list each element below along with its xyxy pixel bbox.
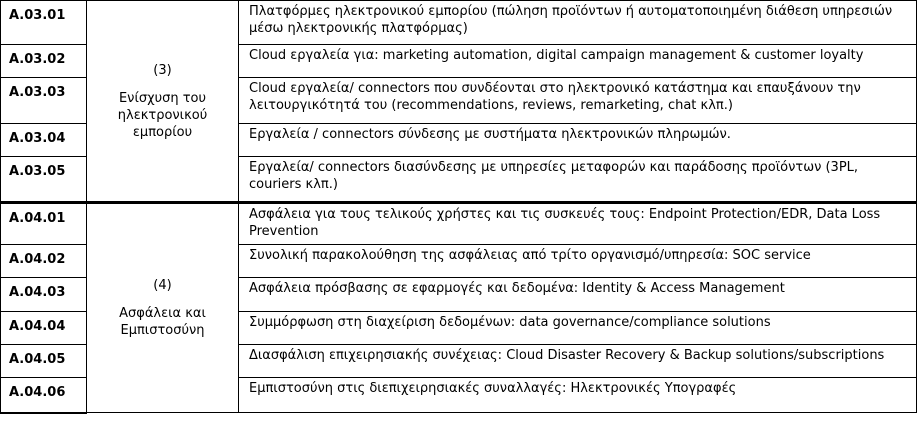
code-cell: A.03.02 bbox=[1, 45, 87, 78]
code-cell: A.03.04 bbox=[1, 124, 87, 157]
description-text: Συνολική παρακολούθηση της ασφάλειας από τρίτο οργανισμό/υπηρεσία: SOC service bbox=[249, 248, 811, 263]
description-text: Εργαλεία/ connectors διασύνδεσης με υπηρεσίες μεταφορών και παράδοσης προϊόντων (3PL, couriers κλπ.) bbox=[249, 160, 859, 192]
description-cell bbox=[239, 45, 917, 78]
code-cell: A.04.04 bbox=[1, 312, 87, 345]
section-group-cell bbox=[87, 203, 239, 413]
code-cell: A.03.03 bbox=[1, 78, 87, 124]
description-cell bbox=[239, 203, 917, 245]
table-row bbox=[1, 203, 917, 245]
section-group-cell bbox=[87, 1, 239, 203]
description-text: Διασφάλιση επιχειρησιακής συνέχειας: Cloud Disaster Recovery & Backup solutions/subscriptions bbox=[249, 348, 885, 363]
description-cell bbox=[239, 78, 917, 124]
code-cell: A.04.03 bbox=[1, 278, 87, 312]
code-cell: A.03.01 bbox=[1, 1, 87, 45]
code-cell: A.04.02 bbox=[1, 245, 87, 278]
description-cell bbox=[239, 312, 917, 345]
description-text: Cloud εργαλεία για: marketing automation, digital campaign management & customer loyalty bbox=[249, 48, 864, 63]
description-text: Cloud εργαλεία/ connectors που συνδέονται στο ηλεκτρονικό κατάστημα και επαυξάνουν την λειτουργικότητά του (recommendations, reviews, remarketing, chat κλπ.) bbox=[249, 81, 861, 113]
description-cell bbox=[239, 124, 917, 157]
description-text: Συμμόρφωση στη διαχείριση δεδομένων: data governance/compliance solutions bbox=[249, 315, 771, 330]
code-cell: A.04.01 bbox=[1, 203, 87, 245]
description-cell bbox=[239, 157, 917, 203]
code-cell: A.04.05 bbox=[1, 345, 87, 378]
description-cell bbox=[239, 245, 917, 278]
description-cell bbox=[239, 1, 917, 45]
description-text: Εργαλεία / connectors σύνδεσης με συστήματα ηλεκτρονικών πληρωμών. bbox=[249, 127, 731, 142]
description-cell bbox=[239, 345, 917, 378]
code-cell: A.03.05 bbox=[1, 157, 87, 203]
description-text: Ασφάλεια πρόσβασης σε εφαρμογές και δεδομένα: Identity & Access Management bbox=[249, 281, 785, 296]
description-cell bbox=[239, 378, 917, 413]
section-number: (4) bbox=[153, 278, 172, 293]
description-text: Ασφάλεια για τους τελικούς χρήστες και τις συσκευές τους: Endpoint Protection/EDR, Data Loss Prevention bbox=[249, 207, 881, 239]
section-title: Ασφάλεια και Εμπιστοσύνη bbox=[119, 306, 206, 338]
section-number: (3) bbox=[153, 62, 172, 78]
section-title: Ενίσχυση του ηλεκτρονικού εμπορίου bbox=[117, 90, 208, 140]
description-text: Πλατφόρμες ηλεκτρονικού εμπορίου (πώληση προϊόντων ή αυτοματοποιημένη διάθεση υπηρεσιών μέσω ηλεκτρονικής πλατφόρμας) bbox=[249, 4, 893, 36]
table-row bbox=[1, 1, 917, 45]
code-cell: A.04.06 bbox=[1, 378, 87, 413]
description-text: Εμπιστοσύνη στις διεπιχειρησιακές συναλλαγές: Ηλεκτρονικές Υπογραφές bbox=[249, 381, 737, 396]
description-cell bbox=[239, 278, 917, 312]
